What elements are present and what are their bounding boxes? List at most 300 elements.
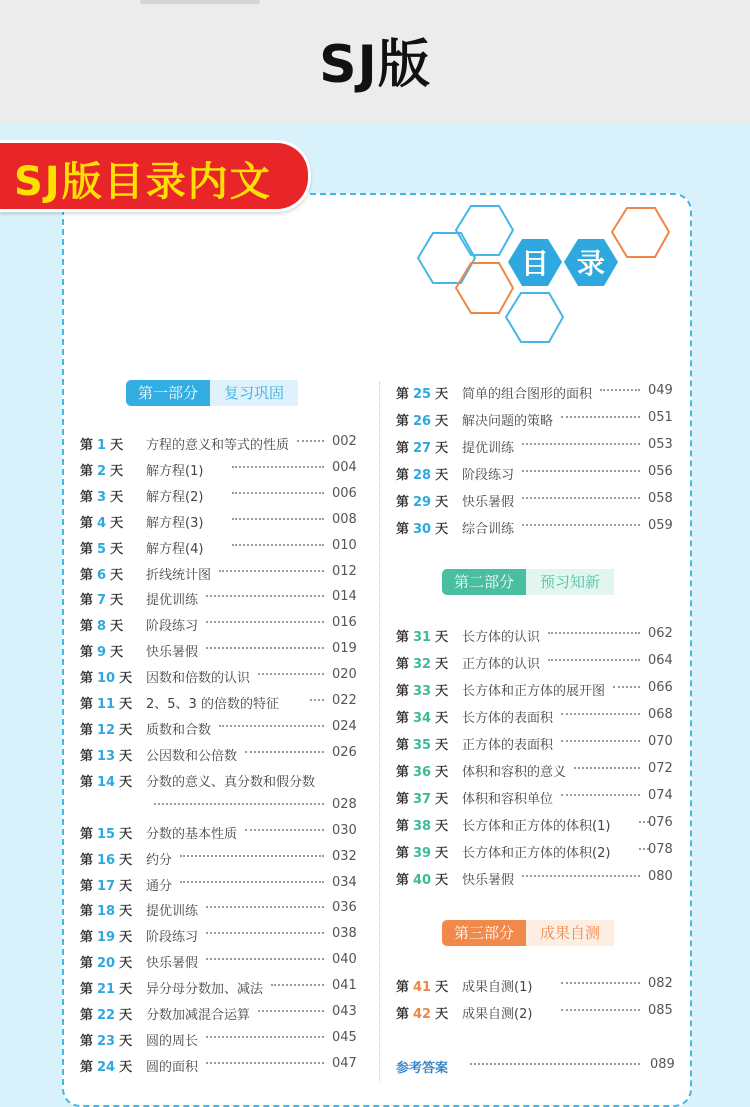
toc-row: [80, 924, 360, 946]
leader-dots: [245, 751, 324, 753]
day-prefix: 第: [80, 671, 94, 687]
day-number: 41: [413, 980, 432, 995]
day-label: [80, 589, 123, 608]
day-label: [80, 875, 132, 894]
leader-dots: [232, 466, 324, 468]
day-label: [396, 734, 448, 753]
page-number: 030: [332, 822, 357, 838]
day-suffix: 天: [435, 819, 449, 834]
day-number: 36: [413, 765, 432, 780]
day-prefix: 第: [80, 774, 94, 790]
day-suffix: 天: [119, 774, 133, 790]
page-number: 024: [332, 718, 357, 734]
toc-row: [396, 732, 676, 754]
day-number: 39: [413, 846, 432, 861]
day-number: 30: [413, 522, 432, 537]
topic-title: 正方体的认识: [462, 657, 541, 672]
topic-title: 综合训练: [462, 522, 515, 537]
day-label: [80, 900, 132, 919]
day-label: [80, 745, 132, 764]
day-label: [80, 849, 132, 868]
toc-row: [396, 705, 676, 727]
day-prefix: 第: [396, 846, 410, 861]
day-suffix: 天: [110, 489, 124, 505]
page-number: 070: [648, 734, 673, 749]
day-prefix: 第: [80, 1008, 94, 1023]
toc-row: [396, 624, 676, 646]
toc-row: [80, 458, 360, 480]
day-label: [396, 437, 448, 456]
toc-row: [80, 1002, 360, 1024]
day-prefix: 第: [396, 414, 410, 429]
day-label: [396, 707, 448, 726]
day-label: [396, 869, 448, 888]
page-number: 010: [332, 537, 357, 553]
page-number: 080: [648, 869, 673, 884]
toc-row: [80, 639, 360, 661]
day-label: [80, 1056, 132, 1075]
leader-dots: [561, 740, 640, 742]
day-number: 37: [413, 792, 432, 807]
leader-dots: [561, 794, 640, 796]
topic-title: 解方程(2): [146, 489, 204, 505]
day-prefix: 第: [396, 468, 410, 483]
leader-dots: [522, 443, 640, 445]
day-number: 4: [97, 515, 107, 531]
day-number: 11: [97, 697, 116, 712]
topic-title: 解决问题的策略: [462, 414, 554, 429]
part-two-label: [442, 569, 614, 595]
page-number: 004: [332, 459, 357, 475]
day-suffix: 天: [119, 904, 133, 920]
day-prefix: 第: [80, 826, 94, 842]
day-prefix: 第: [80, 878, 94, 894]
toc-row: [396, 381, 676, 403]
page-number: 038: [332, 926, 357, 942]
part-name: 预习知新: [526, 569, 614, 595]
page-number: 022: [332, 693, 357, 708]
topic-title: 方程的意义和等式的性质: [146, 438, 290, 453]
page-number: 082: [648, 976, 673, 991]
day-number: 38: [413, 819, 432, 834]
toc-row: [396, 1001, 676, 1023]
day-suffix: 天: [435, 657, 449, 672]
page-number: 047: [332, 1055, 357, 1071]
topic-title: 快乐暑假: [462, 495, 515, 510]
leader-dots: [297, 440, 324, 442]
day-number: 15: [97, 826, 116, 842]
day-label: [396, 410, 448, 429]
leader-dots: [180, 881, 324, 883]
day-suffix: 天: [435, 873, 449, 888]
leader-dots: [219, 725, 324, 727]
page-title: SJ版: [319, 35, 431, 95]
day-suffix: 天: [435, 765, 449, 780]
topic-title: 快乐暑假: [462, 873, 515, 888]
day-suffix: 天: [110, 593, 124, 609]
hexagon-outline-orange-1: [456, 263, 513, 313]
day-label: [80, 460, 123, 479]
toc-row: [80, 1054, 360, 1076]
day-suffix: 天: [435, 468, 449, 483]
day-label: [396, 680, 448, 699]
day-label: [80, 719, 132, 738]
day-suffix: 天: [435, 846, 449, 861]
day-suffix: 天: [435, 414, 449, 429]
toc-row: [80, 484, 360, 506]
topic-title: 阶段练习: [462, 468, 515, 483]
day-suffix: 天: [119, 982, 133, 998]
page-number: 006: [332, 485, 357, 501]
day-number: 32: [413, 657, 432, 672]
part-three-label: [442, 920, 614, 946]
leader-dots: [206, 1062, 324, 1064]
day-suffix: 天: [435, 495, 449, 510]
leader-dots: [470, 1063, 640, 1065]
page-number: 085: [648, 1003, 673, 1018]
day-prefix: 第: [396, 980, 410, 995]
day-prefix: 第: [396, 765, 410, 780]
day-prefix: 第: [80, 904, 94, 920]
day-prefix: 第: [80, 1033, 94, 1049]
day-prefix: 第: [396, 738, 410, 753]
toc-row: [396, 489, 676, 511]
toc-row: [396, 867, 676, 889]
day-label: [396, 815, 448, 834]
toc-row: [396, 462, 676, 484]
page-number: 014: [332, 589, 357, 605]
toc-row: [80, 950, 360, 972]
topic-title: 因数和倍数的认识: [146, 671, 251, 687]
day-suffix: 天: [435, 387, 449, 402]
hexagon-outline-blue-2: [456, 206, 513, 255]
day-suffix: 天: [119, 748, 133, 764]
day-number: 14: [97, 774, 116, 790]
toc-row: [80, 613, 360, 635]
topic-title: 快乐暑假: [146, 645, 199, 661]
day-label: [80, 434, 123, 453]
day-number: 6: [97, 567, 107, 583]
toc-row: [396, 408, 676, 430]
toc-row: [80, 510, 360, 532]
day-suffix: 天: [119, 1059, 133, 1075]
topic-title: 圆的面积: [146, 1059, 199, 1075]
leader-dots: [232, 518, 324, 520]
day-prefix: 第: [396, 522, 410, 537]
leader-dots: [232, 492, 324, 494]
topic-title: 快乐暑假: [146, 956, 199, 972]
page-number: 078: [648, 842, 673, 857]
leader-dots: [219, 570, 324, 572]
topic-title: 分数的基本性质: [146, 826, 238, 842]
topic-title: 解方程(3): [146, 515, 204, 531]
day-label: [396, 842, 448, 861]
day-label: [80, 693, 132, 712]
hexagon-outline-blue-3: [506, 293, 563, 342]
day-number: 35: [413, 738, 432, 753]
day-prefix: 第: [396, 711, 410, 726]
day-prefix: 第: [80, 438, 94, 453]
day-suffix: 天: [119, 671, 133, 687]
day-prefix: 第: [80, 1059, 94, 1075]
page-number: 059: [648, 518, 673, 533]
topic-title: 正方体的表面积: [462, 738, 554, 753]
page-number: 012: [332, 563, 357, 579]
leader-dots: [522, 524, 640, 526]
topic-title: 解方程(4): [146, 541, 204, 557]
day-label: [80, 538, 123, 557]
toc-row: [80, 898, 360, 920]
day-label: [80, 926, 132, 945]
day-suffix: 天: [435, 522, 449, 537]
day-prefix: 第: [80, 982, 94, 998]
day-label: [80, 641, 123, 660]
leader-dots: [574, 767, 640, 769]
page-number: 016: [332, 615, 357, 631]
day-suffix: 天: [119, 878, 133, 894]
day-label: [396, 491, 448, 510]
decorative-line: [140, 0, 260, 4]
day-label: [80, 615, 123, 634]
toc-row: [80, 847, 360, 869]
day-number: 19: [97, 930, 116, 946]
topic-title: 2、5、3 的倍数的特征: [146, 697, 279, 712]
day-number: 24: [97, 1059, 116, 1075]
day-prefix: 第: [80, 852, 94, 868]
topic-title: 长方体和正方体的展开图: [462, 684, 606, 699]
day-number: 29: [413, 495, 432, 510]
page-number: 062: [648, 626, 673, 641]
leader-dots: [613, 686, 640, 688]
page-number: 053: [648, 437, 673, 452]
day-suffix: 天: [435, 684, 449, 699]
page-number: 026: [332, 744, 357, 760]
toc-row: [80, 717, 360, 739]
day-prefix: 第: [80, 619, 94, 635]
leader-dots: [271, 984, 324, 986]
leader-dots: [206, 906, 324, 908]
day-prefix: 第: [396, 657, 410, 672]
topic-title: 提优训练: [146, 904, 199, 920]
day-prefix: 第: [396, 684, 410, 699]
toc-title-char-1: 目: [520, 247, 550, 280]
day-prefix: 第: [80, 956, 94, 972]
page-number: 034: [332, 874, 357, 890]
day-label: [80, 486, 123, 505]
part-name: 成果自测: [526, 920, 614, 946]
leader-dots: [522, 875, 640, 877]
leader-dots: [245, 829, 324, 831]
section-ribbon: [0, 140, 311, 212]
page-number: 002: [332, 434, 357, 449]
page-number: 043: [332, 1004, 357, 1019]
hexagon-outline-orange-2: [612, 208, 669, 257]
topic-title: 长方体和正方体的体积(1): [462, 819, 611, 834]
day-label: [80, 1030, 132, 1049]
day-suffix: 天: [435, 441, 449, 456]
day-prefix: 第: [80, 697, 94, 712]
day-number: 13: [97, 748, 116, 764]
topic-title: 折线统计图: [146, 567, 212, 583]
day-number: 9: [97, 645, 107, 661]
answer-key-page: 089: [650, 1057, 675, 1072]
day-prefix: 第: [80, 593, 94, 609]
topic-title: 长方体的表面积: [462, 711, 554, 726]
leader-dots: [206, 958, 324, 960]
day-label: [396, 1003, 448, 1022]
page-number: 066: [648, 680, 673, 695]
leader-dots: [600, 389, 640, 391]
leader-dots: [561, 416, 640, 418]
leader-dots: [206, 932, 324, 934]
day-number: 12: [97, 722, 116, 738]
day-prefix: 第: [80, 541, 94, 557]
answer-key-entry: [396, 1055, 676, 1077]
day-number: 28: [413, 468, 432, 483]
topic-title: 通分: [146, 878, 173, 894]
day-prefix: 第: [80, 930, 94, 946]
day-label: [80, 823, 132, 842]
topic-title: 提优训练: [146, 593, 199, 609]
day-prefix: 第: [396, 873, 410, 888]
toc-row: [80, 665, 360, 687]
day-suffix: 天: [119, 826, 133, 842]
day-suffix: 天: [119, 697, 133, 712]
topic-title: 解方程(1): [146, 463, 204, 479]
page-number: 036: [332, 900, 357, 916]
toc-row: [396, 974, 676, 996]
day-suffix: 天: [110, 515, 124, 531]
leader-dots: [180, 855, 324, 857]
part-number: 第二部分: [442, 569, 526, 595]
day-label: [396, 788, 448, 807]
page-number: 032: [332, 848, 357, 864]
leader-dots: [561, 982, 640, 984]
day-suffix: 天: [110, 619, 124, 635]
page-number: 049: [648, 383, 673, 398]
day-label: [396, 653, 448, 672]
topic-title: 体积和容积单位: [462, 792, 554, 807]
day-suffix: 天: [110, 463, 124, 479]
page-number: 019: [332, 641, 357, 657]
topic-title: 简单的组合图形的面积: [462, 387, 593, 402]
toc-row: [80, 562, 360, 584]
day-number: 18: [97, 904, 116, 920]
day-prefix: 第: [396, 1007, 410, 1022]
day-number: 26: [413, 414, 432, 429]
leader-dots: [258, 1010, 324, 1012]
leader-dots: [310, 699, 324, 701]
day-suffix: 天: [435, 630, 449, 645]
day-number: 40: [413, 873, 432, 888]
leader-dots: [232, 544, 324, 546]
day-label: [80, 1004, 132, 1023]
day-suffix: 天: [435, 980, 449, 995]
day-prefix: 第: [80, 748, 94, 764]
topic-title: 分数的意义、真分数和假分数: [146, 774, 316, 790]
toc-row: [396, 678, 676, 700]
day-prefix: 第: [396, 792, 410, 807]
day-number: 22: [97, 1008, 116, 1023]
topic-title: 长方体的认识: [462, 630, 541, 645]
column-divider: [379, 382, 380, 1082]
toc-row: [396, 840, 676, 862]
toc-row: [80, 536, 360, 558]
part-number: 第三部分: [442, 920, 526, 946]
day-number: 2: [97, 463, 107, 479]
page-number: 056: [648, 464, 673, 479]
day-label: [396, 626, 448, 645]
leader-dots: [206, 595, 324, 597]
page-number: 074: [648, 788, 673, 803]
day-number: 8: [97, 619, 107, 635]
day-prefix: 第: [396, 441, 410, 456]
topic-title: 成果自测(1): [462, 980, 533, 995]
day-suffix: 天: [435, 711, 449, 726]
day-label: [80, 978, 132, 997]
page-number: 028: [332, 796, 357, 812]
toc-row: [80, 873, 360, 895]
topic-title: 圆的周长: [146, 1033, 199, 1049]
day-suffix: 天: [435, 792, 449, 807]
leader-dots: [206, 1036, 324, 1038]
day-number: 21: [97, 982, 116, 998]
toc-row: [80, 691, 360, 713]
day-label: [80, 771, 132, 790]
day-label: [80, 564, 123, 583]
leader-dots: [548, 632, 640, 634]
day-number: 34: [413, 711, 432, 726]
day-suffix: 天: [119, 930, 133, 946]
day-label: [80, 667, 132, 686]
day-prefix: 第: [80, 463, 94, 479]
page-number: 051: [648, 410, 673, 425]
topic-title: 体积和容积的意义: [462, 765, 567, 780]
day-number: 23: [97, 1033, 116, 1049]
day-prefix: 第: [80, 722, 94, 738]
leader-dots: [522, 470, 640, 472]
toc-row: [80, 743, 360, 765]
day-prefix: 第: [396, 630, 410, 645]
topic-title: 阶段练习: [146, 930, 199, 946]
page-number: 020: [332, 667, 357, 683]
ribbon-label: SJ版目录内文: [14, 159, 272, 205]
toc-row: [80, 587, 360, 609]
hexagon-outline-blue-1: [418, 233, 475, 283]
day-label: [396, 464, 448, 483]
toc-row: [80, 976, 360, 998]
topic-title: 分数加减混合运算: [146, 1008, 251, 1023]
toc-row: [396, 435, 676, 457]
page-number: 045: [332, 1029, 357, 1045]
leader-dots: [561, 713, 640, 715]
day-number: 17: [97, 878, 116, 894]
page-number: 076: [648, 815, 673, 830]
day-prefix: 第: [80, 515, 94, 531]
toc-row: [80, 821, 360, 843]
leader-dots: [206, 621, 324, 623]
hexagon-decoration: [400, 200, 690, 350]
leader-dots: [522, 497, 640, 499]
day-prefix: 第: [80, 645, 94, 661]
day-number: 16: [97, 852, 116, 868]
topic-title: 质数和合数: [146, 722, 212, 738]
page-number: 068: [648, 707, 673, 722]
day-number: 10: [97, 671, 116, 687]
toc-row: [80, 769, 360, 812]
page-number: 041: [332, 978, 357, 994]
day-number: 25: [413, 387, 432, 402]
